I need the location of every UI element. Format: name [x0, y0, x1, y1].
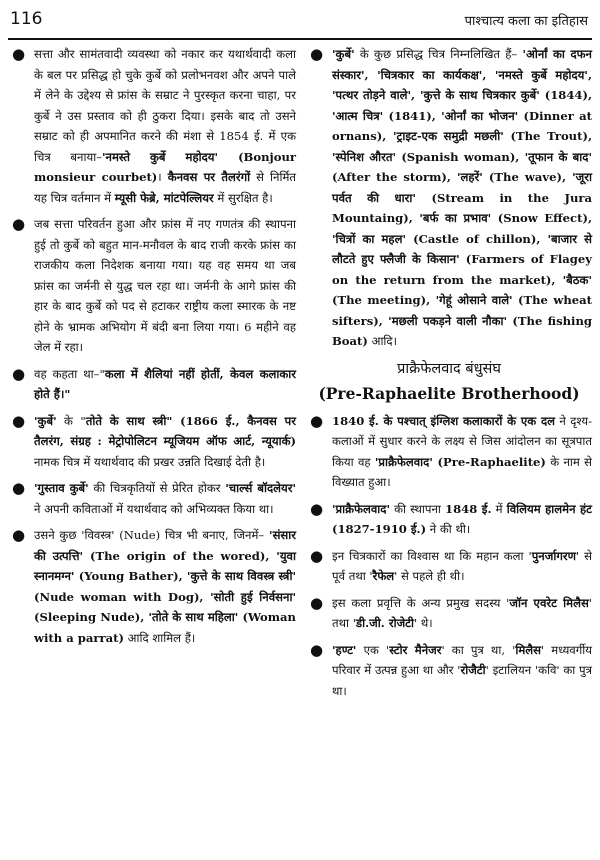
left-paragraph-1 [8, 44, 296, 208]
bullet-icon: ● [12, 364, 26, 383]
right-column [306, 44, 592, 707]
text-segment: रैफेल [372, 569, 395, 583]
text-segment: ' मध्यवर्गीय परिवार में उत्पन्न हुआ था और ' [332, 642, 592, 677]
text-segment: ने दृश्य-कलाओं में सुधार करने के लक्ष्य से जिस आंदोलन का सूत्रपात किया वह [332, 413, 593, 469]
bullet-icon: ● [12, 526, 26, 544]
text-segment: की चित्रकृतियों से प्रेरित होकर [88, 481, 226, 495]
text-segment: 'ओर्नां का दफन संस्कार', 'चित्रकार का कार्यकक्ष', 'नमस्ते कुर्बे महोदय', 'पत्थर तोड़ने वाले', 'कुत्ते के साथ चित्रकार कुर्बे' (1844), 'आत्म चित्र' (1841), 'ओर्नां का भोजन' (Dinner at ornans), 'ट्राइट-एक समुद्री मछली' (The Trout), 'स्पेनिश औरत' (Spanish woman), 'तूफान के बाद' (After the storm), 'लहरें' (The wave), 'जूरा पर्वत की धारा' (Stream in the Jura Mountaing), 'बर्फ का प्रभाव' (Snow Effect), 'चित्रों का महल' (Castle of chillon), 'बाजार से लौटते हुए फ्लैजी के किसान' (Farmers of Flagey on the return from the market), 'बैठक' (The meeting), 'गेहूं ओसाने वाले' (The wheat sifters), 'मछली पकड़ने वाली नौका' (The fishing Boat) [332, 47, 592, 348]
bullet-icon: ● [310, 411, 324, 430]
text-segment: इन चित्रकारों का विश्वास था कि महान कला ' [332, 548, 532, 563]
bullet-icon: ● [310, 640, 324, 659]
text-segment: 'चार्ल्स बॉदलेयर' [225, 481, 296, 495]
text-segment: नामक चित्र में यथार्थवाद की प्रखर उन्नति दिखाई देती है। [34, 454, 266, 469]
text-segment: एक ' [356, 642, 390, 657]
right-paragraph-2 [306, 499, 592, 540]
text-segment: डी.जी. रोजेटी [355, 616, 415, 630]
text-segment: के नाम से विख्यात हुआ। [332, 454, 592, 489]
bullet-icon: ● [310, 45, 324, 63]
text-segment: इस कला प्रवृत्ति के अन्य प्रमुख सदस्य ' [332, 595, 510, 610]
text-segment: के " [56, 413, 86, 428]
text-segment: 'प्राक्रैफेलवाद' (Pre-Raphaelite) [374, 454, 546, 469]
text-segment: 'नमस्ते कुर्बे महोदय' (Bonjour monsieur courbet) [34, 149, 296, 184]
running-title: पाश्चात्य कला का इतिहास [464, 14, 588, 29]
text-segment: म्यूसी फेब्रे, मांटपेल्लियर [114, 190, 214, 205]
bullet-icon: ● [310, 546, 324, 565]
page-number: 116 [10, 9, 43, 29]
bullet-icon: ● [12, 479, 26, 497]
text-segment: 'संसार की उत्पत्ति' (The origin of the wored), 'युवा स्नानमग्न' (Young Bather), 'कुत्ते के साथ विवस्त्र स्त्री' (Nude woman with Dog), 'सोती हुई निर्वसना' (Sleeping Nude), 'तोते के साथ महिला' (Woman with a parrat) [34, 528, 296, 645]
text-segment: के कुछ प्रसिद्ध चित्र निम्नलिखित हैं– [354, 47, 523, 61]
text-segment: ' का पुत्र था, ' [441, 642, 516, 657]
bullet-icon: ● [310, 499, 324, 518]
text-segment: तोते के साथ स्त्री" (1866 ई., कैनवस पर तैलरंग, संग्रह : मेट्रोपोलिटन म्यूजियम ऑफ आर्ट, न्यूयार्क) [34, 413, 296, 448]
text-segment: में [491, 501, 507, 516]
paragraph-courbet-works [306, 44, 592, 352]
section-title-english: (Pre-Raphaelite Brotherhood) [318, 383, 580, 403]
text-segment: विलियम हालमेन हंट (1827-1910 ई.) [332, 501, 592, 536]
text-segment: 'प्राक्रैफेलवाद' [332, 501, 391, 516]
text-segment: 1848 ई. [445, 501, 492, 516]
left-paragraph-2 [8, 214, 296, 358]
text-segment: 'कुर्बे' [34, 413, 57, 428]
text-segment: मिलैस [515, 642, 541, 657]
text-segment: जॉन एवरेट मिलैस [509, 595, 589, 610]
text-segment: वह कहता था–" [34, 366, 105, 381]
text-segment: 'गुस्ताव कुर्बे' [34, 481, 89, 495]
text-segment: ' तथा ' [332, 595, 592, 630]
text-segment: ने की थी। [426, 522, 471, 536]
bullet-icon: ● [12, 411, 26, 430]
left-paragraph-6 [8, 525, 296, 648]
text-segment: स्टोर मैनेजर [389, 642, 442, 657]
header-rule [8, 38, 592, 40]
text-segment: 'हण्ट' [332, 642, 357, 657]
section-title-hindi: प्राक्रैफेलवाद बंधुसंघ [397, 360, 501, 377]
page-header [0, 0, 600, 40]
right-paragraph-1 [306, 411, 592, 493]
text-segment: ' थे। [414, 616, 433, 630]
text-segment: । [157, 170, 168, 184]
text-segment: जब सत्ता परिवर्तन हुआ और फ्रांस में नए गणतंत्र की स्थापना हुई तो कुर्बे को बहुत मान-मनौवल के बाद राजी करके फ्रांस का राजकीय कला निदेशक बनाया गया। यह वह समय था जब फ्रांस का जर्मनी से युद्ध चल रहा था। जर्मनी के आगे फ्रांस की हार के बाद कुर्बे को पद से हटाकर राष्ट्रीय कला स्मारक के नष्ट होने के भ्रामक अभियोग में बंदी बना लिया गया। 6 महीने वह जेल में रहा। [34, 217, 296, 354]
left-paragraph-5 [8, 478, 296, 519]
text-segment: ने अपनी कविताओं में यथार्थवाद को अभिव्यक्त किया था। [34, 501, 274, 516]
right-paragraph-3 [306, 546, 592, 587]
bullet-icon: ● [310, 593, 324, 612]
right-paragraph-5 [306, 640, 592, 702]
text-segment: रोजैटी [460, 663, 486, 677]
text-segment: सत्ता और सामंतवादी व्यवस्था को नकार कर यथार्थवादी कला के बल पर प्रसिद्ध हो चुके कुर्बे को प्रलोभनवश और अपने पाले में लेने के उद्देश्य से फ्रांस के सम्राट ने पुरस्कृत करना चाहा, पर कुर्बे ने उस प्रस्ताव को ही ठुकरा दिया। इसके बाद तो उसने सम्राट को ही अपमानित करने की मंशा से 1854 ई. में एक चित्र बनाया– [34, 47, 296, 164]
text-segment: आदि। [367, 334, 397, 348]
right-paragraph-4 [306, 593, 592, 634]
text-segment: 1840 ई. के पश्चात् इंग्लिश कलाकारों के एक दल [332, 413, 555, 428]
text-segment: आदि शामिल हैं। [123, 630, 196, 645]
text-segment: से निर्मित यह चित्र वर्तमान में [34, 170, 296, 205]
left-paragraph-3 [8, 364, 296, 405]
bullet-icon: ● [12, 45, 26, 63]
text-segment: ' से पूर्व तथा ' [332, 548, 592, 583]
text-segment: कला में शैलियां नहीं होतीं, केवल कलाकार होते हैं।" [34, 366, 297, 401]
text-segment: ' से पहले ही थी। [394, 569, 465, 583]
text-segment: में सुरक्षित है। [213, 190, 273, 205]
left-column [8, 44, 296, 654]
bullet-icon: ● [12, 215, 26, 233]
text-segment: की स्थापना [390, 501, 446, 516]
text-segment: कैनवस पर तैलरंगों [167, 170, 251, 184]
text-segment: 'कुर्बे' [332, 47, 355, 61]
text-segment: उसने कुछ 'विवस्त्र' (Nude) चित्र भी बनाए, जिनमें– [34, 528, 270, 542]
left-paragraph-4 [8, 411, 296, 473]
text-segment: पुनर्जागरण [531, 548, 576, 563]
text-segment: ' इटालियन 'कवि' का पुत्र था। [332, 663, 592, 698]
